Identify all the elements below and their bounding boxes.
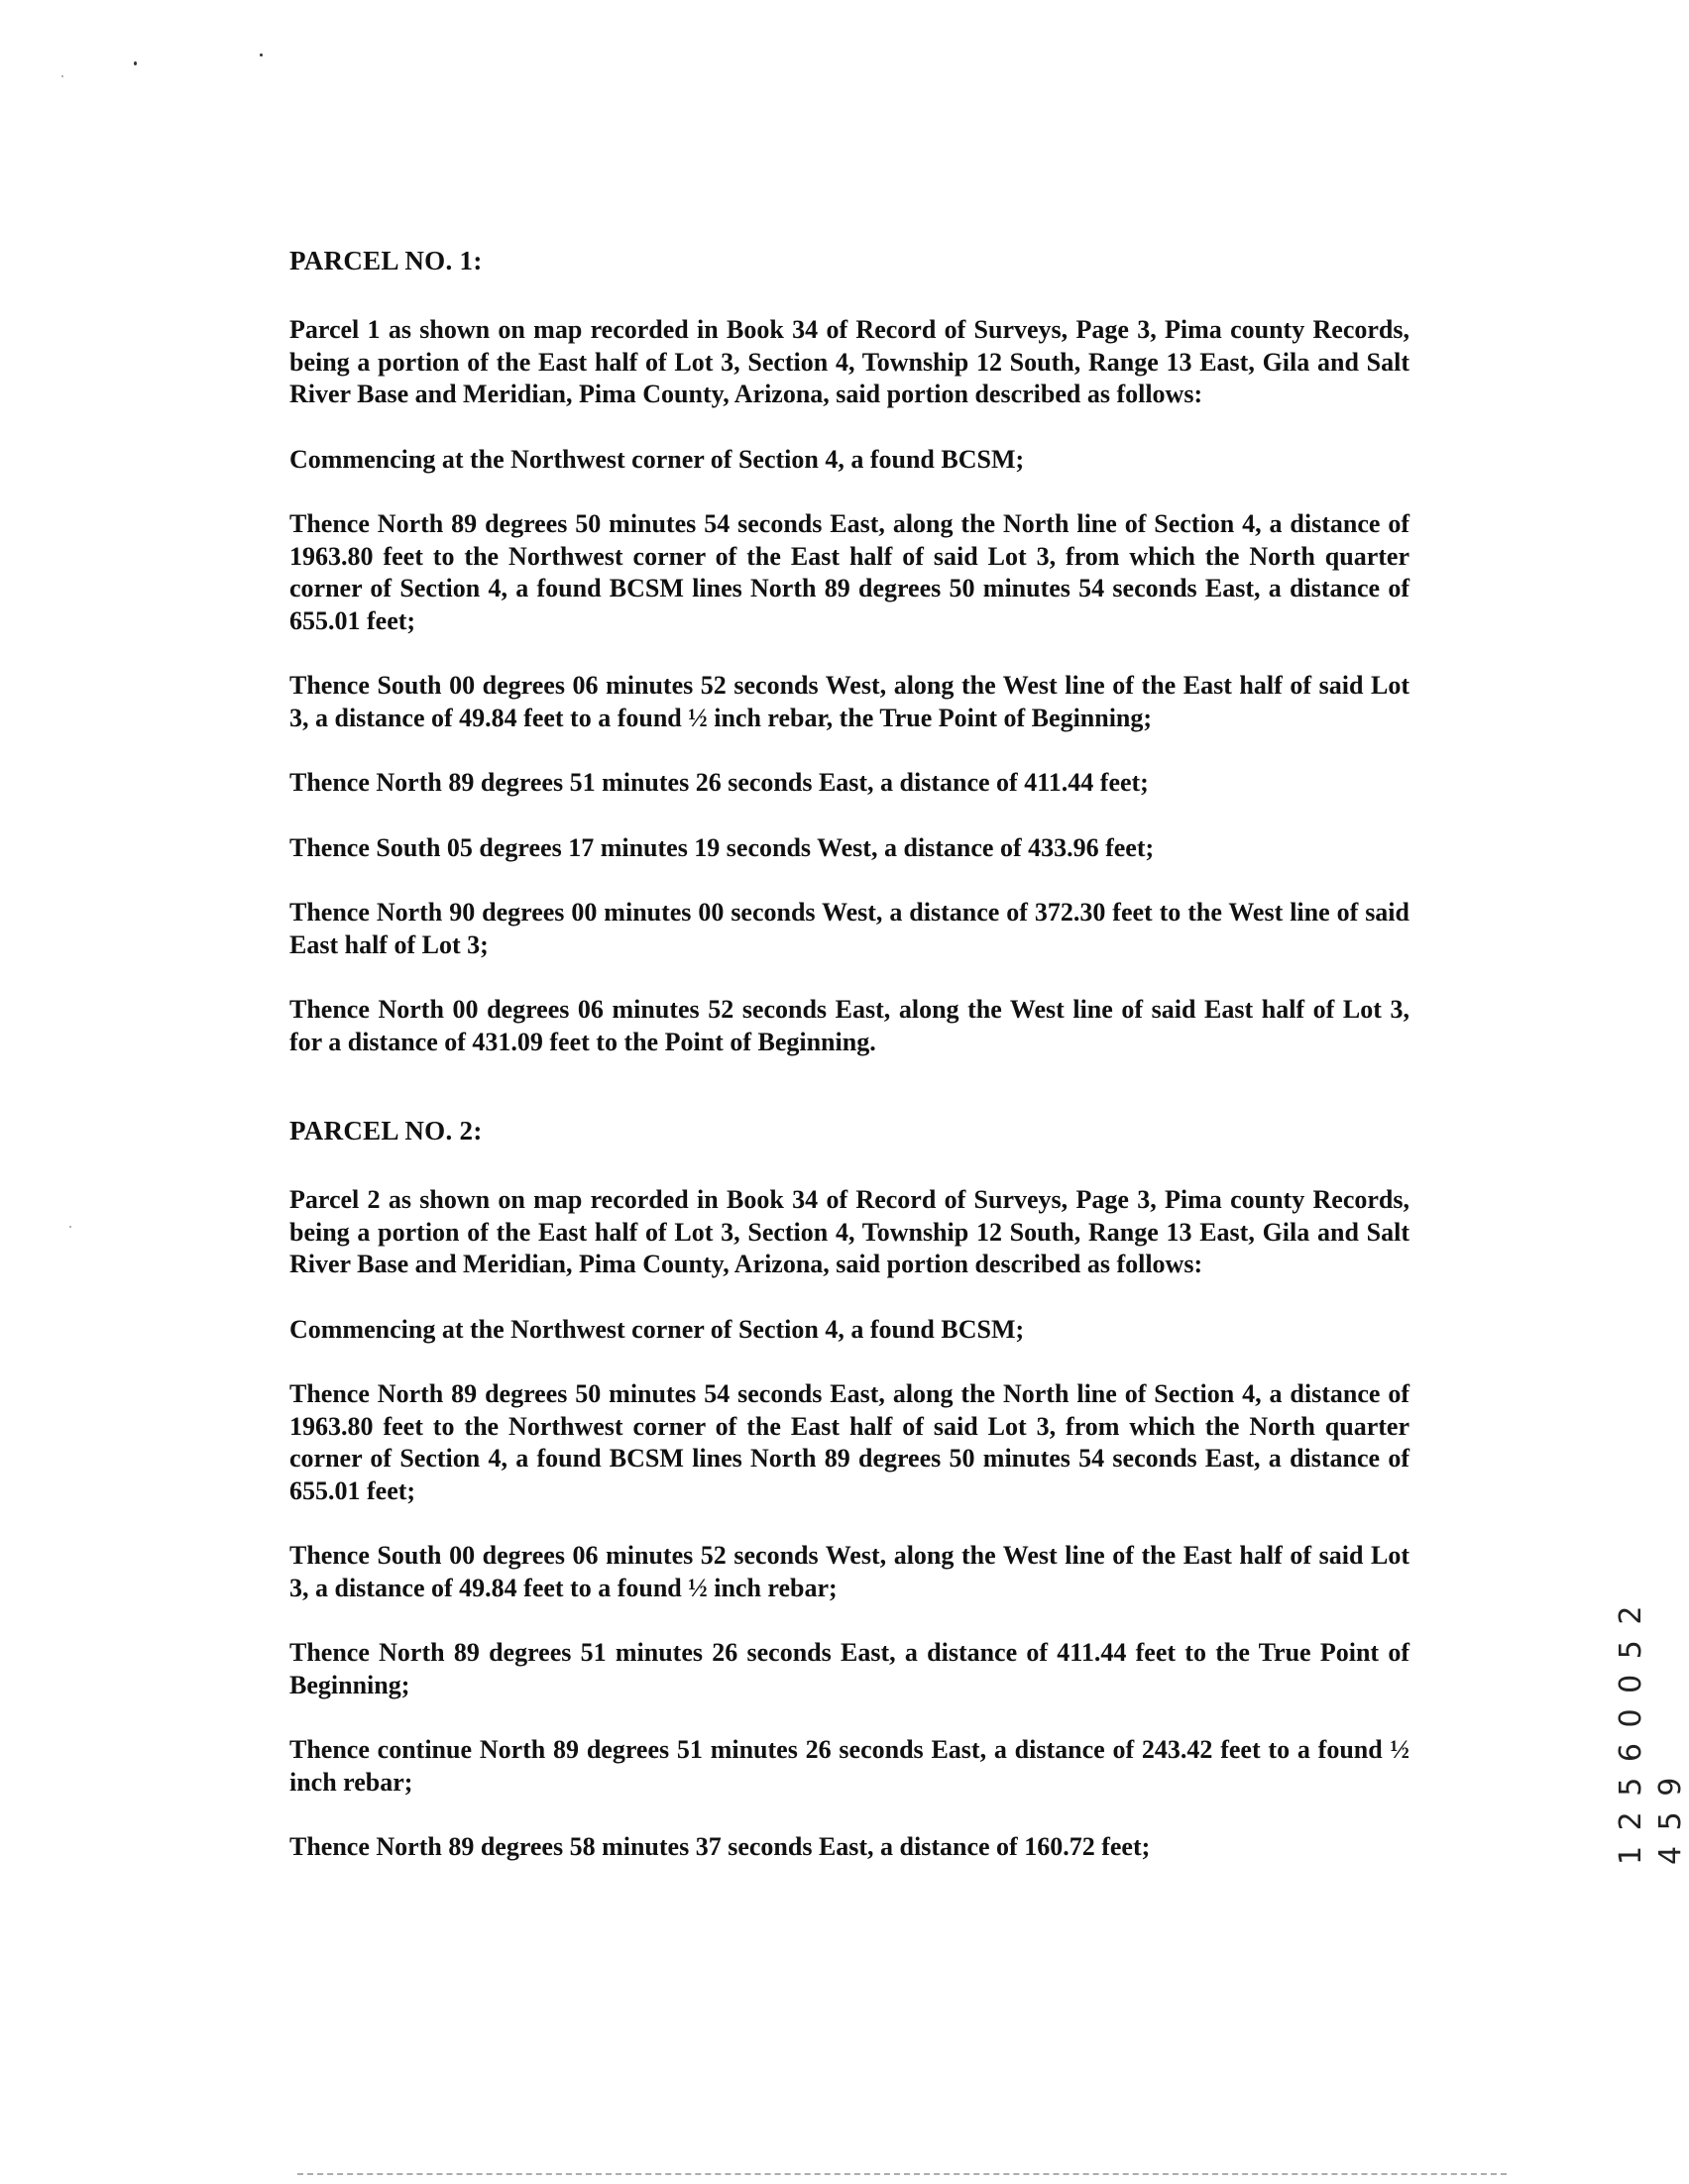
parcel-2-course-1: Thence North 89 degrees 50 minutes 54 seconds East, along the North line of Section 4, a distance of 1963.80 feet to the Northwest corner of the East half of said Lot 3, from which the North quarter corner of Section 4, a found BCSM lines North 89 degrees 50 minutes 54 seconds East, a distance of 655.01 feet; [289, 1379, 1409, 1505]
parcel-2-course-4: Thence continue North 89 degrees 51 minutes 26 seconds East, a distance of 243.42 feet to a found ½ inch rebar; [289, 1735, 1409, 1797]
scan-speck [61, 75, 63, 77]
legal-description [289, 246, 1409, 1897]
parcel-1-commencing: Commencing at the Northwest corner of Section 4, a found BCSM; [289, 444, 1025, 474]
parcel-1-course-4: Thence South 05 degrees 17 minutes 19 seconds West, a distance of 433.96 feet; [289, 832, 1155, 862]
parcel-2-description: Parcel 2 as shown on map recorded in Book 34 of Record of Surveys, Page 3, Pima county Records, being a portion of the East half of Lot 3, Section 4, Township 12 South, Range 13 East, Gila and Salt River Base and Meridian, Pima County, Arizona, said portion described as follows: [289, 1185, 1409, 1278]
parcel-2-heading: PARCEL NO. 2: [289, 1116, 483, 1146]
scan-speck [69, 1226, 71, 1228]
scan-speck [134, 61, 137, 65]
parcel-1-course-5: Thence North 90 degrees 00 minutes 00 seconds West, a distance of 372.30 feet to the West line of said East half of Lot 3; [289, 898, 1409, 959]
parcel-1-section [289, 246, 1409, 1058]
scan-speck [260, 54, 263, 56]
parcel-2-course-3: Thence North 89 degrees 51 minutes 26 seconds East, a distance of 411.44 feet to the True Point of Beginning; [289, 1638, 1409, 1699]
scan-bottom-edge [297, 2173, 1507, 2178]
parcel-2-commencing: Commencing at the Northwest corner of Section 4, a found BCSM; [289, 1314, 1025, 1344]
parcel-2-course-5: Thence North 89 degrees 58 minutes 37 seconds East, a distance of 160.72 feet; [289, 1832, 1151, 1861]
parcel-1-description: Parcel 1 as shown on map recorded in Book 34 of Record of Surveys, Page 3, Pima county Records, being a portion of the East half of Lot 3, Section 4, Township 12 South, Range 13 East, Gila and Salt River Base and Meridian, Pima County, Arizona, said portion described as follows: [289, 315, 1409, 408]
recording-number: 1 2 5 6 0 0 5 2 4 5 9 [1614, 1602, 1688, 1865]
parcel-2-course-2: Thence South 00 degrees 06 minutes 52 seconds West, along the West line of the East half of said Lot 3, a distance of 49.84 feet to a found ½ inch rebar; [289, 1541, 1409, 1602]
parcel-1-course-6: Thence North 00 degrees 06 minutes 52 seconds East, along the West line of said East half of Lot 3, for a distance of 431.09 feet to the Point of Beginning. [289, 995, 1409, 1056]
parcel-1-course-2: Thence South 00 degrees 06 minutes 52 seconds West, along the West line of the East half of said Lot 3, a distance of 49.84 feet to a found ½ inch rebar, the True Point of Beginning; [289, 671, 1409, 732]
parcel-1-course-3: Thence North 89 degrees 51 minutes 26 seconds East, a distance of 411.44 feet; [289, 768, 1149, 797]
parcel-2-section [289, 1116, 1409, 1864]
parcel-1-heading: PARCEL NO. 1: [289, 246, 483, 275]
parcel-1-course-1: Thence North 89 degrees 50 minutes 54 seconds East, along the North line of Section 4, a distance of 1963.80 feet to the Northwest corner of the East half of said Lot 3, from which the North quarter corner of Section 4, a found BCSM lines North 89 degrees 50 minutes 54 seconds East, a distance of 655.01 feet; [289, 509, 1409, 635]
